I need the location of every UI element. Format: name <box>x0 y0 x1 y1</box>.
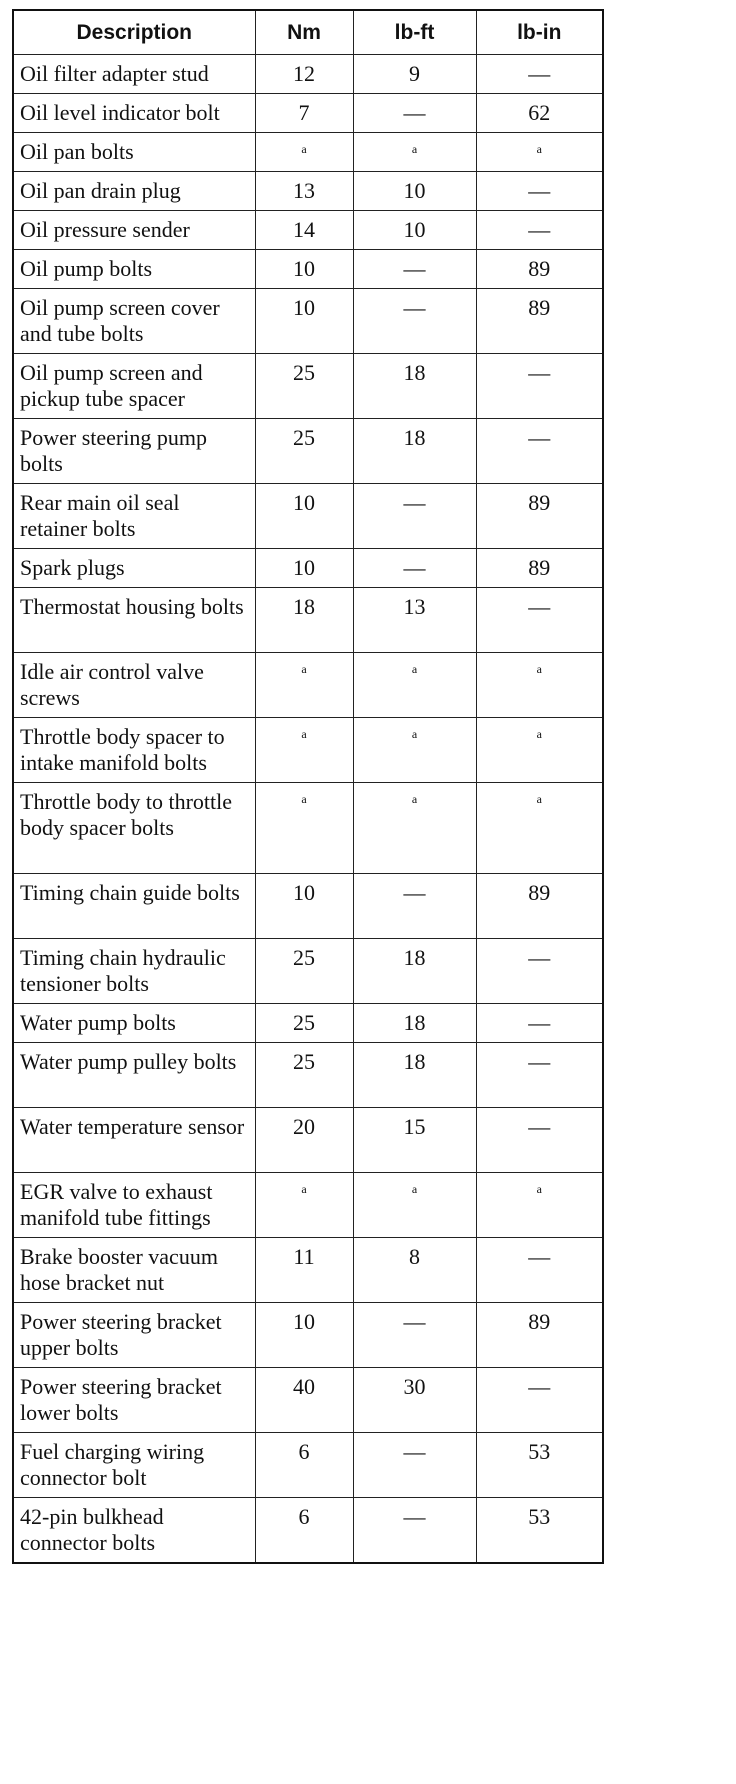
cell-lbin: — <box>476 1043 603 1108</box>
cell-lbin: 89 <box>476 549 603 588</box>
cell-nm: 10 <box>255 484 353 549</box>
table-row <box>13 1303 603 1368</box>
table-header-row <box>13 10 603 55</box>
cell-nm: 20 <box>255 1108 353 1173</box>
cell-nm: 14 <box>255 211 353 250</box>
cell-nm: 25 <box>255 1004 353 1043</box>
table-row <box>13 588 603 653</box>
cell-description: Water pump bolts <box>13 1004 255 1043</box>
cell-lbft: a <box>353 783 476 874</box>
cell-nm: 10 <box>255 874 353 939</box>
cell-lbin: — <box>476 1238 603 1303</box>
cell-description: Water temperature sensor <box>13 1108 255 1173</box>
cell-description: Spark plugs <box>13 549 255 588</box>
cell-description: Thermostat housing bolts <box>13 588 255 653</box>
table-row <box>13 133 603 172</box>
cell-lbin: — <box>476 1108 603 1173</box>
cell-lbft: — <box>353 1303 476 1368</box>
cell-lbft: 10 <box>353 172 476 211</box>
cell-lbin: 89 <box>476 484 603 549</box>
table-row <box>13 1004 603 1043</box>
table-row <box>13 172 603 211</box>
cell-lbft: a <box>353 718 476 783</box>
cell-nm: 10 <box>255 289 353 354</box>
cell-lbin: — <box>476 1368 603 1433</box>
cell-description: Timing chain guide bolts <box>13 874 255 939</box>
cell-nm: 25 <box>255 1043 353 1108</box>
cell-description: Oil pump screen cover and tube bolts <box>13 289 255 354</box>
cell-nm: 6 <box>255 1498 353 1564</box>
table-row <box>13 484 603 549</box>
table-row <box>13 783 603 874</box>
cell-nm: 18 <box>255 588 353 653</box>
cell-nm: a <box>255 783 353 874</box>
cell-lbft: 18 <box>353 419 476 484</box>
cell-lbft: 30 <box>353 1368 476 1433</box>
cell-lbft: 10 <box>353 211 476 250</box>
header-description: Description <box>13 10 255 55</box>
cell-description: Throttle body to throttle body spacer bolts <box>13 783 255 874</box>
cell-lbft: — <box>353 874 476 939</box>
cell-description: Oil pan bolts <box>13 133 255 172</box>
cell-lbft: 13 <box>353 588 476 653</box>
cell-description: Timing chain hydraulic tensioner bolts <box>13 939 255 1004</box>
cell-lbin: a <box>476 653 603 718</box>
table-row <box>13 1043 603 1108</box>
cell-description: Power steering pump bolts <box>13 419 255 484</box>
cell-lbin: a <box>476 718 603 783</box>
cell-description: Oil filter adapter stud <box>13 55 255 94</box>
cell-lbft: — <box>353 94 476 133</box>
cell-nm: 10 <box>255 1303 353 1368</box>
cell-description: Throttle body spacer to intake manifold bolts <box>13 718 255 783</box>
header-lbft: lb-ft <box>353 10 476 55</box>
cell-description: Oil pan drain plug <box>13 172 255 211</box>
cell-description: Idle air control valve screws <box>13 653 255 718</box>
cell-lbin: 53 <box>476 1498 603 1564</box>
cell-description: Oil level indicator bolt <box>13 94 255 133</box>
cell-lbft: 9 <box>353 55 476 94</box>
cell-nm: 13 <box>255 172 353 211</box>
table-row <box>13 874 603 939</box>
table-row <box>13 1173 603 1238</box>
cell-description: Oil pressure sender <box>13 211 255 250</box>
table-row <box>13 1108 603 1173</box>
cell-lbin: 89 <box>476 289 603 354</box>
table-row <box>13 419 603 484</box>
cell-nm: 10 <box>255 549 353 588</box>
header-lbin: lb-in <box>476 10 603 55</box>
cell-lbft: 18 <box>353 939 476 1004</box>
cell-lbft: 18 <box>353 1043 476 1108</box>
cell-nm: a <box>255 133 353 172</box>
table-row <box>13 250 603 289</box>
cell-description: Rear main oil seal retainer bolts <box>13 484 255 549</box>
table-row <box>13 1238 603 1303</box>
cell-nm: 6 <box>255 1433 353 1498</box>
cell-description: Power steering bracket lower bolts <box>13 1368 255 1433</box>
cell-nm: 11 <box>255 1238 353 1303</box>
cell-lbin: — <box>476 211 603 250</box>
cell-nm: a <box>255 718 353 783</box>
cell-lbft: — <box>353 484 476 549</box>
cell-lbft: 15 <box>353 1108 476 1173</box>
cell-lbin: a <box>476 1173 603 1238</box>
cell-description: Oil pump bolts <box>13 250 255 289</box>
table-row <box>13 211 603 250</box>
table-row <box>13 1433 603 1498</box>
cell-lbin: — <box>476 1004 603 1043</box>
cell-lbft: a <box>353 653 476 718</box>
table-row <box>13 939 603 1004</box>
cell-description: 42-pin bulkhead connector bolts <box>13 1498 255 1564</box>
cell-lbin: a <box>476 783 603 874</box>
cell-description: Power steering bracket upper bolts <box>13 1303 255 1368</box>
cell-lbft: 18 <box>353 1004 476 1043</box>
cell-description: Brake booster vacuum hose bracket nut <box>13 1238 255 1303</box>
cell-lbft: a <box>353 133 476 172</box>
cell-description: Water pump pulley bolts <box>13 1043 255 1108</box>
cell-description: EGR valve to exhaust manifold tube fittings <box>13 1173 255 1238</box>
cell-nm: 10 <box>255 250 353 289</box>
cell-description: Fuel charging wiring connector bolt <box>13 1433 255 1498</box>
cell-nm: a <box>255 1173 353 1238</box>
cell-lbft: 18 <box>353 354 476 419</box>
table-row <box>13 718 603 783</box>
cell-lbin: — <box>476 419 603 484</box>
cell-lbin: — <box>476 939 603 1004</box>
cell-lbin: 62 <box>476 94 603 133</box>
table-row <box>13 354 603 419</box>
cell-lbin: a <box>476 133 603 172</box>
cell-lbin: — <box>476 588 603 653</box>
cell-lbin: — <box>476 55 603 94</box>
cell-lbft: — <box>353 250 476 289</box>
table-row <box>13 55 603 94</box>
cell-description: Oil pump screen and pickup tube spacer <box>13 354 255 419</box>
cell-nm: 25 <box>255 939 353 1004</box>
cell-lbin: — <box>476 354 603 419</box>
table-row <box>13 653 603 718</box>
table-row <box>13 1368 603 1433</box>
cell-lbin: 53 <box>476 1433 603 1498</box>
header-nm: Nm <box>255 10 353 55</box>
cell-lbin: 89 <box>476 874 603 939</box>
table-row <box>13 549 603 588</box>
cell-lbft: — <box>353 1433 476 1498</box>
cell-lbft: — <box>353 289 476 354</box>
table-row <box>13 94 603 133</box>
cell-lbft: a <box>353 1173 476 1238</box>
cell-lbin: 89 <box>476 250 603 289</box>
cell-nm: 12 <box>255 55 353 94</box>
cell-lbin: 89 <box>476 1303 603 1368</box>
torque-spec-table <box>12 9 604 1564</box>
cell-nm: a <box>255 653 353 718</box>
cell-lbft: — <box>353 549 476 588</box>
cell-lbft: 8 <box>353 1238 476 1303</box>
cell-lbft: — <box>353 1498 476 1564</box>
cell-lbin: — <box>476 172 603 211</box>
cell-nm: 25 <box>255 354 353 419</box>
table-row <box>13 1498 603 1564</box>
cell-nm: 7 <box>255 94 353 133</box>
table-row <box>13 289 603 354</box>
cell-nm: 25 <box>255 419 353 484</box>
cell-nm: 40 <box>255 1368 353 1433</box>
